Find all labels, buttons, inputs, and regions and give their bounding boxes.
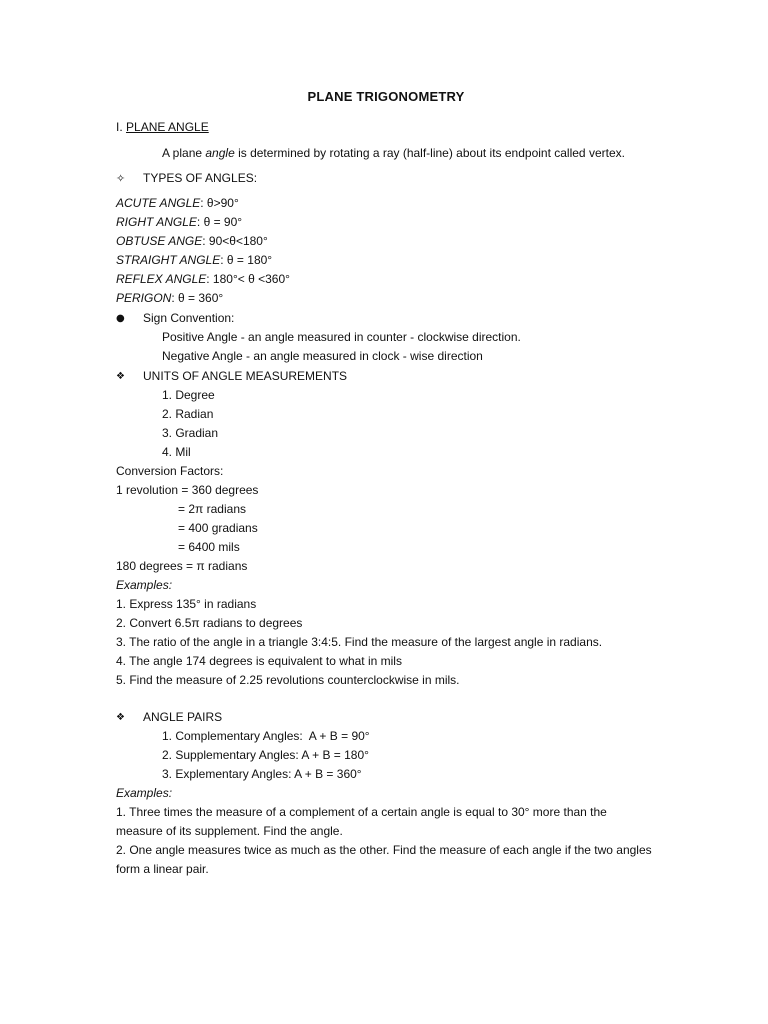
units-heading: UNITS OF ANGLE MEASUREMENTS (143, 368, 348, 383)
angle-type-value: : θ = 360° (171, 291, 224, 305)
angle-pairs-heading: ANGLE PAIRS (143, 709, 223, 724)
angle-type-value: : 180°< θ <360° (206, 272, 290, 286)
diamond-bullet-icon (116, 366, 143, 386)
angle-type-name: STRAIGHT ANGLE (116, 253, 221, 267)
section-title: PLANE ANGLE (126, 120, 209, 134)
conversion-equivalent: = 6400 mils (178, 540, 240, 554)
definition-text-start: A plane (162, 146, 206, 160)
section-heading (116, 118, 656, 137)
types-heading: TYPES OF ANGLES: (143, 171, 258, 185)
angle-pairs-heading-row (116, 707, 656, 727)
angle-type-value: : θ>90° (200, 196, 239, 210)
example-item: 3. The ratio of the angle in a triangle 3:4:5. Find the measure of the largest angle in radians. (116, 635, 603, 649)
types-heading-row (116, 169, 656, 188)
sign-convention-row (116, 308, 656, 328)
angle-pair-item: 3. Explementary Angles: A + B = 360° (162, 767, 362, 781)
angle-type-name: ACUTE ANGLE (116, 196, 201, 210)
angle-type-item (116, 194, 656, 213)
angle-type-value: : θ = 90° (196, 215, 243, 229)
conversion-equivalent: = 2π radians (178, 502, 246, 516)
angle-type-name: REFLEX ANGLE (116, 272, 207, 286)
example-item: 2. One angle measures twice as much as the other. Find the measure of each angle if the two angles form a linear pair. (116, 843, 652, 876)
unit-item: 2. Radian (162, 407, 214, 421)
definition-paragraph (116, 144, 656, 163)
example-item: 4. The angle 174 degrees is equivalent to what in mils (116, 654, 402, 668)
unit-item: 1. Degree (162, 388, 215, 402)
conversion-equivalent: = 400 gradians (178, 521, 258, 535)
examples-heading: Examples: (116, 578, 173, 592)
angle-type-item (116, 289, 656, 308)
angle-type-item (116, 251, 656, 270)
page-title: PLANE TRIGONOMETRY (307, 89, 465, 104)
definition-italic-term: angle (205, 146, 235, 160)
conversion-heading: Conversion Factors: (116, 464, 224, 478)
conversion-revolution: 1 revolution = 360 degrees (116, 483, 259, 497)
conversion-degrees-radians: 180 degrees = π radians (116, 559, 248, 573)
section-number: I. (116, 120, 127, 134)
angle-type-name: PERIGON (116, 291, 172, 305)
angle-type-name: RIGHT ANGLE (116, 215, 197, 229)
example-item: 5. Find the measure of 2.25 revolutions counterclockwise in mils. (116, 673, 460, 687)
unit-item: 3. Gradian (162, 426, 219, 440)
angle-pair-item: 2. Supplementary Angles: A + B = 180° (162, 748, 369, 762)
example-item: 2. Convert 6.5π radians to degrees (116, 616, 303, 630)
example-item: 1. Express 135° in radians (116, 597, 257, 611)
filled-circle-bullet-icon (116, 308, 143, 328)
star-bullet-icon (116, 169, 143, 188)
examples-heading: Examples: (116, 786, 173, 800)
document-page (116, 87, 656, 879)
angle-type-value: : θ = 180° (220, 253, 273, 267)
diamond-bullet-icon (116, 707, 143, 727)
example-item: 1. Three times the measure of a complement of a certain angle is equal to 30° more than the measure of its supplement. Find the angle. (116, 805, 607, 838)
angle-type-item (116, 270, 656, 289)
positive-angle-definition: Positive Angle - an angle measured in counter - clockwise direction. (162, 330, 521, 344)
negative-angle-definition: Negative Angle - an angle measured in clock - wise direction (162, 349, 483, 363)
sign-convention-heading: Sign Convention: (143, 310, 235, 325)
angle-type-value: : 90<θ<180° (202, 234, 268, 248)
angle-type-item (116, 213, 656, 232)
angle-type-name: OBTUSE ANGE (116, 234, 203, 248)
definition-text-end: is determined by rotating a ray (half-line) about its endpoint called vertex. (234, 146, 625, 160)
units-heading-row (116, 366, 656, 386)
angle-type-item (116, 232, 656, 251)
angle-pair-item: 1. Complementary Angles: A + B = 90° (162, 729, 370, 743)
unit-item: 4. Mil (162, 445, 191, 459)
